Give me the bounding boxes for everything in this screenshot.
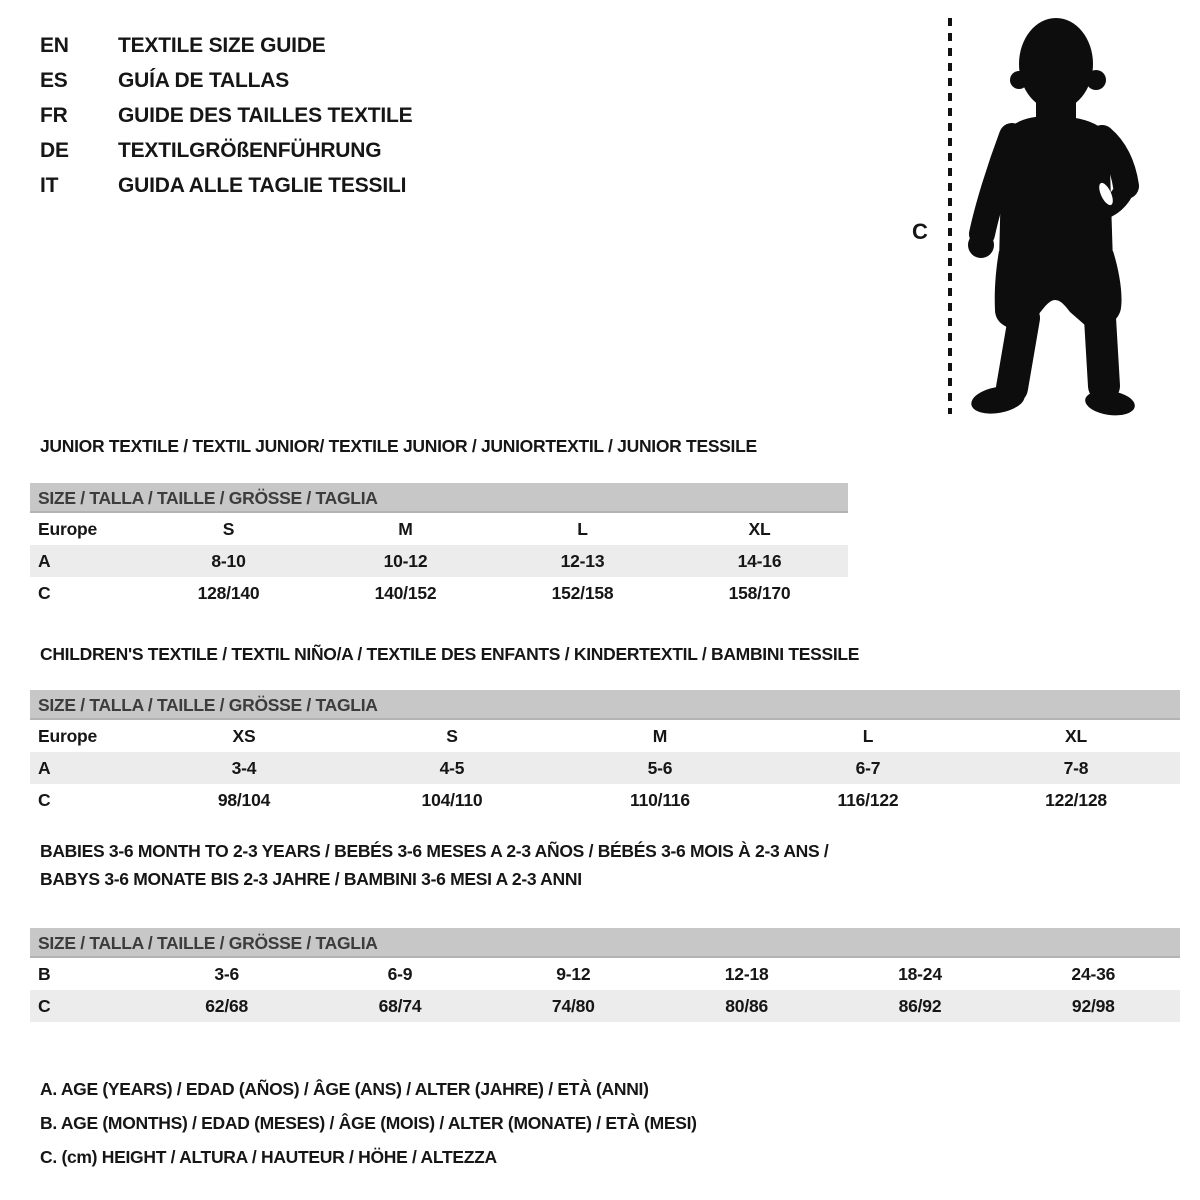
age-cell: 24-36	[1071, 964, 1116, 984]
age-cell: 12-18	[724, 964, 769, 984]
table-row-height-cm	[30, 577, 848, 609]
row-label: Europe	[38, 726, 98, 746]
legend-line-a: A. AGE (YEARS) / EDAD (AÑOS) / ÂGE (ANS) / ALTER (JAHRE) / ETÀ (ANNI)	[40, 1079, 649, 1099]
row-label: C	[38, 583, 51, 603]
lang-label: GUÍA DE TALLAS	[118, 69, 290, 92]
measure-c-label: C	[912, 219, 928, 244]
junior-size-table	[30, 483, 848, 609]
height-cell: 104/110	[421, 790, 483, 810]
children-size-table	[30, 690, 1180, 816]
height-cell: 80/86	[725, 996, 769, 1016]
height-cell: 86/92	[898, 996, 942, 1016]
lang-row-de	[40, 133, 412, 168]
height-cell: 68/74	[378, 996, 422, 1016]
height-cell: 98/104	[217, 790, 271, 810]
row-label: C	[38, 790, 51, 810]
children-section-title: CHILDREN'S TEXTILE / TEXTIL NIÑO/A / TEXTILE DES ENFANTS / KINDERTEXTIL / BAMBINI TESSILE	[40, 644, 860, 664]
lang-code: FR	[40, 104, 68, 127]
lang-label: GUIDE DES TAILLES TEXTILE	[118, 104, 413, 127]
lang-row-en	[40, 28, 412, 63]
size-table-header: SIZE / TALLA / TAILLE / GRÖSSE / TAGLIA	[30, 690, 1180, 720]
height-cell: 158/170	[728, 583, 791, 603]
age-cell: 7-8	[1063, 758, 1089, 778]
lang-row-fr	[40, 98, 412, 133]
lang-row-it	[40, 168, 412, 203]
lang-row-es	[40, 63, 412, 98]
lang-code: EN	[40, 34, 69, 57]
children-section	[30, 644, 1180, 816]
row-label: B	[38, 964, 51, 984]
row-label: A	[38, 551, 51, 571]
size-table-header: SIZE / TALLA / TAILLE / GRÖSSE / TAGLIA	[30, 483, 848, 513]
size-table-header: SIZE / TALLA / TAILLE / GRÖSSE / TAGLIA	[30, 928, 1180, 958]
babies-section-title	[40, 837, 1180, 893]
legend-line-c: C. (cm) HEIGHT / ALTURA / HAUTEUR / HÖHE / ALTEZZA	[40, 1147, 497, 1167]
height-cell: 122/128	[1045, 790, 1107, 810]
table-row-height-cm	[30, 784, 1180, 816]
height-cell: 110/116	[630, 790, 690, 810]
age-cell: 6-7	[855, 758, 881, 778]
babies-title-line-2: BABYS 3-6 MONATE BIS 2-3 JAHRE / BAMBINI 3-6 MESI A 2-3 ANNI	[40, 869, 582, 889]
table-row-age-years	[30, 752, 1180, 784]
age-cell: 12-13	[560, 551, 605, 571]
legend	[40, 1072, 697, 1174]
lang-label: TEXTILGRÖßENFÜHRUNG	[118, 139, 382, 162]
age-cell: 3-4	[231, 758, 257, 778]
height-cell: 140/152	[374, 583, 437, 603]
lang-code: DE	[40, 139, 69, 162]
height-cell: 152/158	[551, 583, 614, 603]
age-cell: 18-24	[898, 964, 942, 984]
height-cell: 92/98	[1071, 996, 1115, 1016]
row-label: Europe	[38, 519, 98, 539]
size-cell: L	[862, 726, 874, 746]
size-cell: S	[446, 726, 458, 746]
table-row-age-months	[30, 958, 1180, 990]
height-cell: 74/80	[551, 996, 595, 1016]
row-label: A	[38, 758, 51, 778]
age-cell: 5-6	[647, 758, 673, 778]
row-label: C	[38, 996, 51, 1016]
table-row-europe	[30, 720, 1180, 752]
age-cell: 14-16	[737, 551, 782, 571]
age-cell: 3-6	[214, 964, 240, 984]
size-cell: M	[652, 726, 668, 746]
height-cell: 128/140	[197, 583, 260, 603]
age-cell: 10-12	[383, 551, 428, 571]
size-cell: L	[577, 519, 588, 539]
age-cell: 9-12	[556, 964, 591, 984]
lang-label: GUIDA ALLE TAGLIE TESSILI	[118, 174, 407, 197]
size-cell: S	[222, 519, 235, 539]
junior-section	[30, 436, 848, 609]
table-row-europe	[30, 513, 848, 545]
size-cell: M	[398, 519, 413, 539]
baby-silhouette-icon	[960, 18, 1140, 418]
babies-size-table	[30, 928, 1180, 1022]
junior-section-title: JUNIOR TEXTILE / TEXTIL JUNIOR/ TEXTILE JUNIOR / JUNIORTEXTIL / JUNIOR TESSILE	[40, 436, 757, 456]
age-cell: 6-9	[387, 964, 413, 984]
lang-label: TEXTILE SIZE GUIDE	[118, 34, 326, 57]
lang-code: IT	[40, 174, 59, 197]
age-cell: 4-5	[439, 758, 465, 778]
table-row-height-cm	[30, 990, 1180, 1022]
age-cell: 8-10	[211, 551, 246, 571]
table-row-age-years	[30, 545, 848, 577]
language-header	[40, 28, 412, 203]
babies-section	[30, 837, 1180, 1022]
lang-code: ES	[40, 69, 68, 92]
size-cell: XS	[232, 726, 256, 746]
size-cell: XL	[748, 519, 771, 539]
height-cell: 116/122	[837, 790, 899, 810]
height-measure-dashed-line	[948, 18, 952, 414]
height-cell: 62/68	[205, 996, 249, 1016]
babies-title-line-1: BABIES 3-6 MONTH TO 2-3 YEARS / BEBÉS 3-6 MESES A 2-3 AÑOS / BÉBÉS 3-6 MOIS À 2-3 ANS /	[40, 841, 829, 861]
legend-line-b: B. AGE (MONTHS) / EDAD (MESES) / ÂGE (MOIS) / ALTER (MONATE) / ETÀ (MESI)	[40, 1113, 697, 1133]
size-cell: XL	[1065, 726, 1087, 746]
